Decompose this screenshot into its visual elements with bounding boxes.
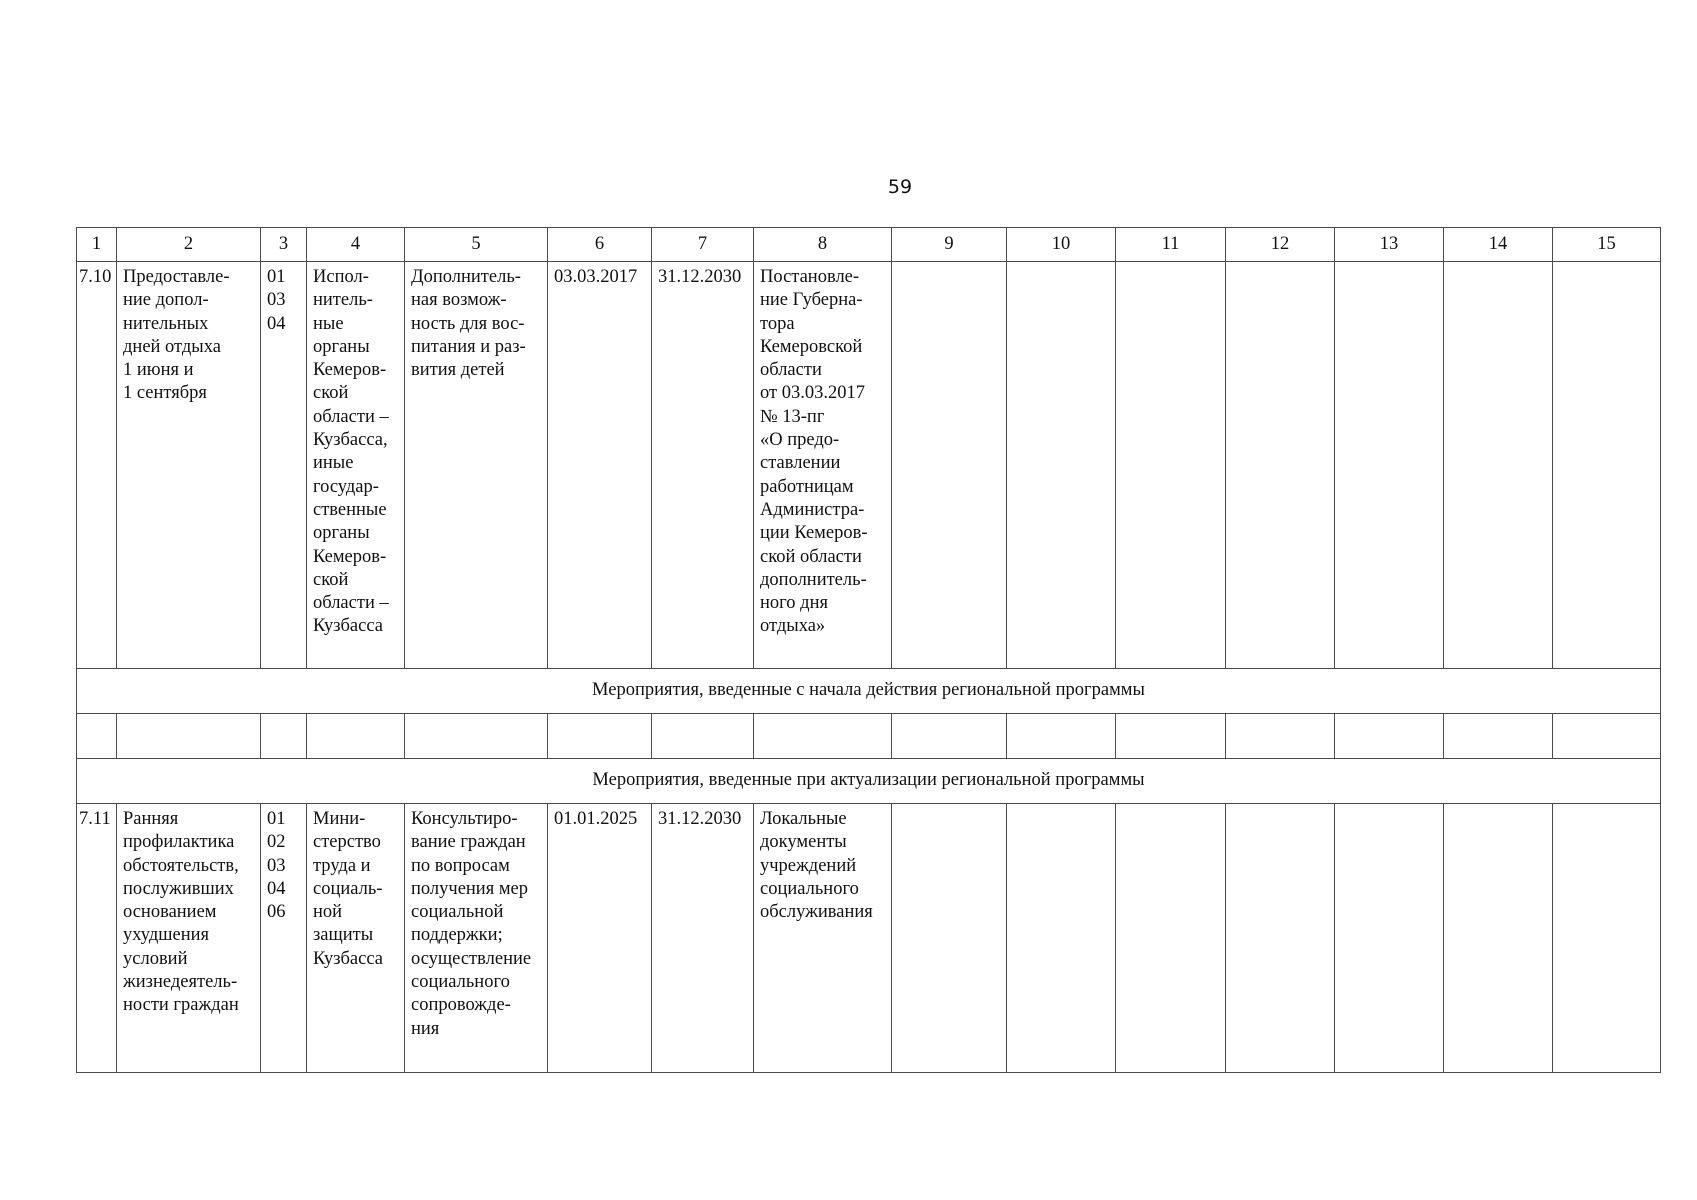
measure-name: Ранняя профилактика обстоятельств, послуживших основанием ухудшения условий жизнедеятель- ности граждан (123, 809, 239, 1016)
header-row (77, 228, 1661, 262)
empty-cell (117, 714, 261, 759)
empty-cell (1444, 262, 1553, 669)
header-cell-6: 6 (548, 228, 652, 262)
empty-cell (1335, 262, 1444, 669)
measure-name-cell (117, 262, 261, 669)
empty-cell (1226, 804, 1335, 1073)
empty-row (77, 714, 1661, 759)
section-row (77, 759, 1661, 804)
empty-cell (1444, 804, 1553, 1073)
header-cell-9: 9 (892, 228, 1007, 262)
empty-cell (1553, 262, 1661, 669)
header-cell-5: 5 (405, 228, 548, 262)
empty-cell (892, 262, 1007, 669)
empty-cell (307, 714, 405, 759)
document-cell (754, 262, 892, 669)
start-date-cell (548, 262, 652, 669)
header-cell-12: 12 (1226, 228, 1335, 262)
empty-cell (548, 714, 652, 759)
end-date-cell (652, 804, 754, 1073)
header-cell-8: 8 (754, 228, 892, 262)
start-date: 03.03.2017 (554, 267, 638, 287)
measures-table (76, 227, 1661, 1073)
executor: Мини- стерство труда и социаль- ной защиты Кузбасса (313, 809, 383, 969)
empty-cell (1116, 262, 1226, 669)
expected-result: Дополнитель- ная возмож- ность для вос- питания и раз- вития детей (411, 267, 526, 381)
empty-cell (1226, 714, 1335, 759)
empty-cell (1553, 714, 1661, 759)
row-number: 7.11 (79, 809, 111, 829)
header-cell-10: 10 (1007, 228, 1116, 262)
section-heading-started: Мероприятия, введенные с начала действия региональной программы (77, 669, 1661, 714)
legal-document: Локальные документы учреждений социального обслуживания (760, 809, 873, 923)
codes-cell (261, 804, 307, 1073)
codes: 01 03 04 (267, 267, 286, 334)
page-number: 59 (887, 176, 913, 198)
header-cell-11: 11 (1116, 228, 1226, 262)
legal-document: Постановле- ние Губерна- тора Кемеровской области от 03.03.2017 № 13-пг «О предо- ставлении работницам Администра- ции Кемеров- ской области дополнитель- ного дня отдыха» (760, 267, 868, 637)
row-number: 7.10 (79, 267, 112, 287)
empty-cell (892, 714, 1007, 759)
start-date: 01.01.2025 (554, 809, 638, 829)
document-cell (754, 804, 892, 1073)
result-cell (405, 804, 548, 1073)
codes: 01 02 03 04 06 (267, 809, 286, 923)
header-cell-14: 14 (1444, 228, 1553, 262)
empty-cell (1007, 804, 1116, 1073)
codes-cell (261, 262, 307, 669)
empty-cell (1444, 714, 1553, 759)
start-date-cell (548, 804, 652, 1073)
end-date: 31.12.2030 (658, 267, 742, 287)
empty-cell (405, 714, 548, 759)
header-cell-3: 3 (261, 228, 307, 262)
section-row (77, 669, 1661, 714)
end-date: 31.12.2030 (658, 809, 742, 829)
empty-cell (892, 804, 1007, 1073)
header-cell-2: 2 (117, 228, 261, 262)
row-number-cell (77, 804, 117, 1073)
executor: Испол- нитель- ные органы Кемеров- ской области – Кузбасса, иные государ- ственные органы Кемеров- ской области – Кузбасса (313, 267, 389, 637)
table-row (77, 262, 1661, 669)
empty-cell (1007, 714, 1116, 759)
empty-cell (1335, 714, 1444, 759)
table-row (77, 804, 1661, 1073)
measure-name: Предоставле- ние допол- нительных дней отдыха 1 июня и 1 сентября (123, 267, 230, 404)
result-cell (405, 262, 548, 669)
end-date-cell (652, 262, 754, 669)
empty-cell (261, 714, 307, 759)
row-number-cell (77, 262, 117, 669)
header-cell-1: 1 (77, 228, 117, 262)
executor-cell (307, 804, 405, 1073)
executor-cell (307, 262, 405, 669)
empty-cell (652, 714, 754, 759)
header-cell-4: 4 (307, 228, 405, 262)
section-heading-updated: Мероприятия, введенные при актуализации региональной программы (77, 759, 1661, 804)
empty-cell (1116, 804, 1226, 1073)
empty-cell (1335, 804, 1444, 1073)
empty-cell (1116, 714, 1226, 759)
header-cell-15: 15 (1553, 228, 1661, 262)
empty-cell (1007, 262, 1116, 669)
empty-cell (754, 714, 892, 759)
empty-cell (77, 714, 117, 759)
empty-cell (1226, 262, 1335, 669)
expected-result: Консультиро- вание граждан по вопросам получения мер социальной поддержки; осуществление социального сопровожде- ния (411, 809, 532, 1039)
header-cell-13: 13 (1335, 228, 1444, 262)
empty-cell (1553, 804, 1661, 1073)
header-cell-7: 7 (652, 228, 754, 262)
measure-name-cell (117, 804, 261, 1073)
